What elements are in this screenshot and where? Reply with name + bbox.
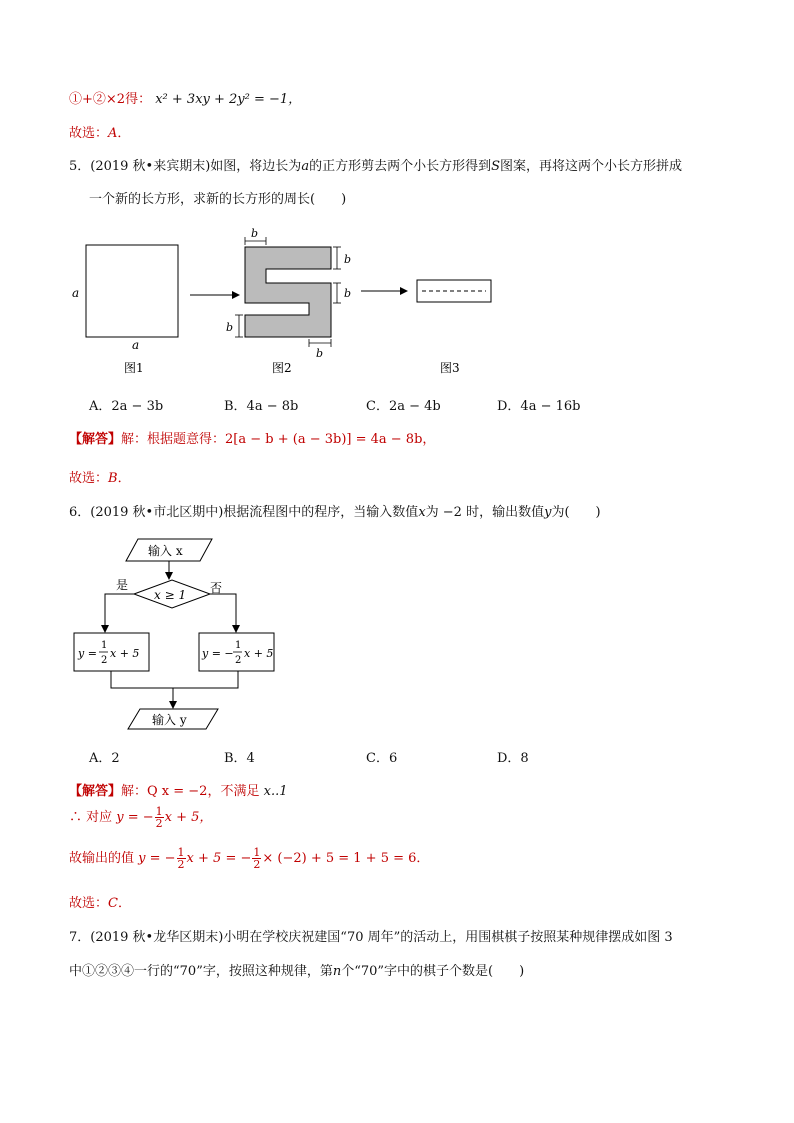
q5-option-d: D．4a − 16b — [497, 399, 581, 414]
mult-text: ×2得： — [105, 92, 152, 107]
q6-solution-line3: 故输出的值 y = − $\frac{1}{2}$ x + 5 = − $\frac{1}{2}$ × (−2) + 5 = 1 + 5 = 6． — [69, 846, 430, 871]
flow-input-text: 输入 x — [148, 544, 183, 558]
fraction-half: $\frac{1}{2}$ — [253, 846, 261, 871]
fig1-caption: 图1 — [124, 361, 144, 375]
fig2-b-top: b — [251, 227, 259, 240]
q5-option-a: A．2a − 3b — [89, 399, 164, 414]
fig2-b-bottom: b — [316, 347, 324, 360]
flow-right-num: 1 — [235, 640, 242, 651]
flow-left-den: 2 — [101, 655, 108, 666]
q6-option-b: B．4 — [224, 751, 255, 766]
q5-line1: 5．(2019 秋•来宾期末)如图，将边长为a的正方形剪去两个小长方形得到S图案，再将这两个小长方形拼成 — [69, 159, 683, 174]
flow-left-prefix: y = — [78, 647, 97, 660]
fig3-caption: 图3 — [440, 361, 460, 375]
flow-right-den: 2 — [235, 655, 242, 666]
flow-condition-text: x ≥ 1 — [154, 588, 187, 602]
flow-left-suffix: x + 5 — [110, 647, 140, 660]
q6-solution-line2: ∴ 对应 y = − $\frac{1}{2}$ x + 5， — [69, 805, 213, 830]
q6-line1: 6．(2019 秋•市北区期中)根据流程图中的程序，当输入数值x为 −2 时，输出数值y为( ) — [69, 505, 601, 520]
flow-right-prefix: y = − — [202, 647, 234, 660]
fig2-caption: 图2 — [272, 361, 292, 375]
q5-option-c: C．2a − 4b — [366, 399, 441, 414]
q5-option-b: B．4a − 8b — [224, 399, 299, 414]
q5-figures — [60, 225, 520, 385]
fig2-s-shape — [245, 247, 331, 337]
q5-line2: 一个新的长方形，求新的长方形的周长( ) — [89, 192, 347, 207]
fig1-label-a-bottom: a — [132, 338, 140, 352]
q5-solution — [69, 428, 435, 447]
fig1-square — [86, 245, 178, 337]
fig1-label-a-side: a — [72, 286, 80, 300]
fraction-half: $\frac{1}{2}$ — [177, 846, 185, 871]
q6-option-d: D．8 — [497, 751, 529, 766]
flow-no-label: 否 — [210, 581, 223, 595]
circle-ops: ①+② — [69, 92, 106, 107]
flow-right-suffix: x + 5 — [244, 647, 274, 660]
fig2-b-right2: b — [344, 287, 352, 300]
q6-answer: 故选：C． — [69, 896, 131, 911]
q6-option-c: C．6 — [366, 751, 398, 766]
q5-solution-text: 解：根据题意得：2[a − b + (a − 3b)] = 4a − 8b， — [121, 432, 436, 447]
q5-answer: 故选：B． — [69, 471, 131, 486]
q6-solution-line1: 【解答】解：Q x = −2，不满足 x..1 — [69, 784, 288, 799]
fig2-b-right1: b — [344, 253, 352, 266]
flow-yes-label: 是 — [116, 578, 129, 592]
flow-output-text: 输入 y — [152, 713, 187, 727]
q6-flowchart — [70, 535, 280, 737]
arrow-1-head — [232, 291, 240, 299]
flow-left-num: 1 — [101, 640, 108, 651]
top-equation: x² + 3xy + 2y² = −1， — [155, 92, 302, 107]
fig2-b-left: b — [226, 321, 234, 334]
answer-q4: 故选：A． — [69, 126, 131, 141]
line-top — [69, 88, 301, 107]
q6-solution-tag: 【解答】 — [69, 784, 122, 799]
q7-line2: 中①②③④一行的“70”字，按照这种规律，第n个“70”字中的棋子个数是( ) — [69, 964, 525, 979]
q6-option-a: A．2 — [89, 751, 120, 766]
fraction-half: $\frac{1}{2}$ — [155, 805, 163, 830]
q7-line1: 7．(2019 秋•龙华区期末)小明在学校庆祝建国“70 周年”的活动上，用围棋棋子按照某种规律摆成如图 3 — [69, 930, 673, 945]
q5-solution-tag: 【解答】 — [69, 432, 122, 447]
arrow-2-head — [400, 287, 408, 295]
